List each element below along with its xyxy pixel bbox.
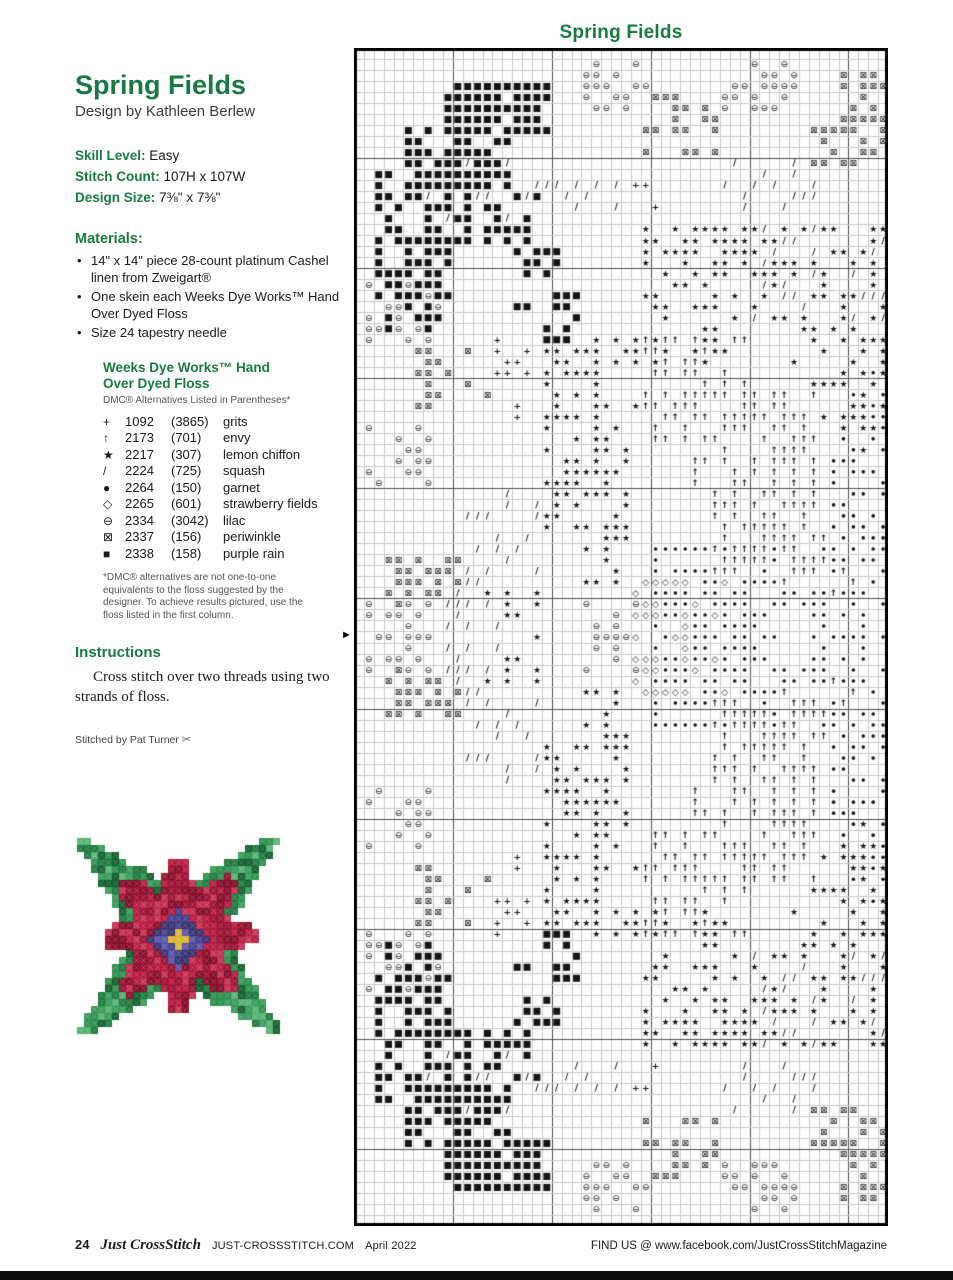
chart-center-arrow-icon: ► <box>341 629 352 641</box>
material-item: • One skein each Weeks Dye Works™ Hand Over Dyed Floss <box>89 289 343 322</box>
chart-page-title: Spring Fields <box>559 22 683 43</box>
spec-skill-level: Skill Level: Easy <box>75 148 180 163</box>
floss-row: ★ 2217 (307) lemon chiffon <box>103 446 301 462</box>
floss-table <box>103 414 343 563</box>
facebook-link-text: FIND US @ www.facebook.com/JustCrossStitchMagazine <box>590 1240 887 1252</box>
floss-symbol-icon: ■ <box>103 546 111 561</box>
scissors-ornament-icon: ✂ <box>181 734 192 746</box>
materials-heading: Materials: <box>75 231 143 247</box>
floss-row: ■ 2338 (158) purple rain <box>103 545 285 561</box>
floss-symbol-icon: ● <box>103 480 111 495</box>
floss-footnote: *DMC® alternatives are not one-to-one equivalents to the floss suggested by the designer. To achieve results pictured, use the floss listed in the first column. <box>103 572 303 621</box>
floss-symbol-icon: ⊖ <box>103 513 114 528</box>
materials-list <box>75 253 343 342</box>
floss-symbol-icon: ↑ <box>103 431 109 445</box>
floss-symbol-icon: ◇ <box>103 497 113 511</box>
floss-legend-subnote: DMC® Alternatives Listed in Parentheses* <box>103 394 291 406</box>
floss-row: / 2224 (725) squash <box>103 463 265 478</box>
page-footer <box>75 1237 417 1254</box>
material-item: • 14" x 14" piece 28-count platinum Cashel linen from Zweigart® <box>89 253 343 286</box>
floss-row: ⊖ 2334 (3042) lilac <box>103 512 246 528</box>
instructions-text: Cross stitch over two threads using two strands of floss. <box>75 669 330 705</box>
material-item: • Size 24 tapestry needle <box>89 325 343 342</box>
stitcher-credit: Stitched by Pat Turner ✂ <box>75 734 192 746</box>
issue-date: April 2022 <box>365 1240 417 1252</box>
spec-design-size: Design Size: 7⅜" x 7⅜" <box>75 190 221 205</box>
floss-row: ◇ 2265 (601) strawberry fields <box>103 496 318 511</box>
magazine-name: Just CrossStitch <box>100 1237 201 1253</box>
stitched-flower-photo <box>28 782 329 1095</box>
floss-symbol-icon: ⊠ <box>103 530 114 544</box>
floss-legend-heading: Weeks Dye Works™ Hand Over Dyed Floss <box>103 359 270 391</box>
floss-row: + 1092 (3865) grits <box>103 413 248 429</box>
floss-row: ↑ 2173 (701) envy <box>103 430 251 445</box>
magazine-site: JUST-CROSSSTITCH.COM <box>211 1240 355 1252</box>
page-title: Spring Fields <box>75 70 247 100</box>
floss-row: ● 2264 (150) garnet <box>103 479 260 495</box>
stitch-chart <box>341 48 888 1226</box>
floss-legend <box>103 360 343 623</box>
floss-symbol-icon: ★ <box>103 447 114 462</box>
floss-symbol-icon: / <box>103 464 107 478</box>
page-number: 24 <box>75 1237 90 1252</box>
article-sidebar <box>75 70 343 746</box>
floss-row: ⊠ 2337 (156) periwinkle <box>103 529 281 544</box>
design-specs <box>75 145 343 208</box>
floss-symbol-icon: + <box>103 414 111 429</box>
page-bottom-bar <box>0 1271 953 1280</box>
flower-photo-canvas <box>28 782 329 1090</box>
instructions-heading: Instructions <box>75 644 161 661</box>
designer-byline: Design by Kathleen Berlew <box>75 103 256 120</box>
stitch-chart-canvas <box>354 48 888 1226</box>
spec-stitch-count: Stitch Count: 107H x 107W <box>75 169 246 184</box>
